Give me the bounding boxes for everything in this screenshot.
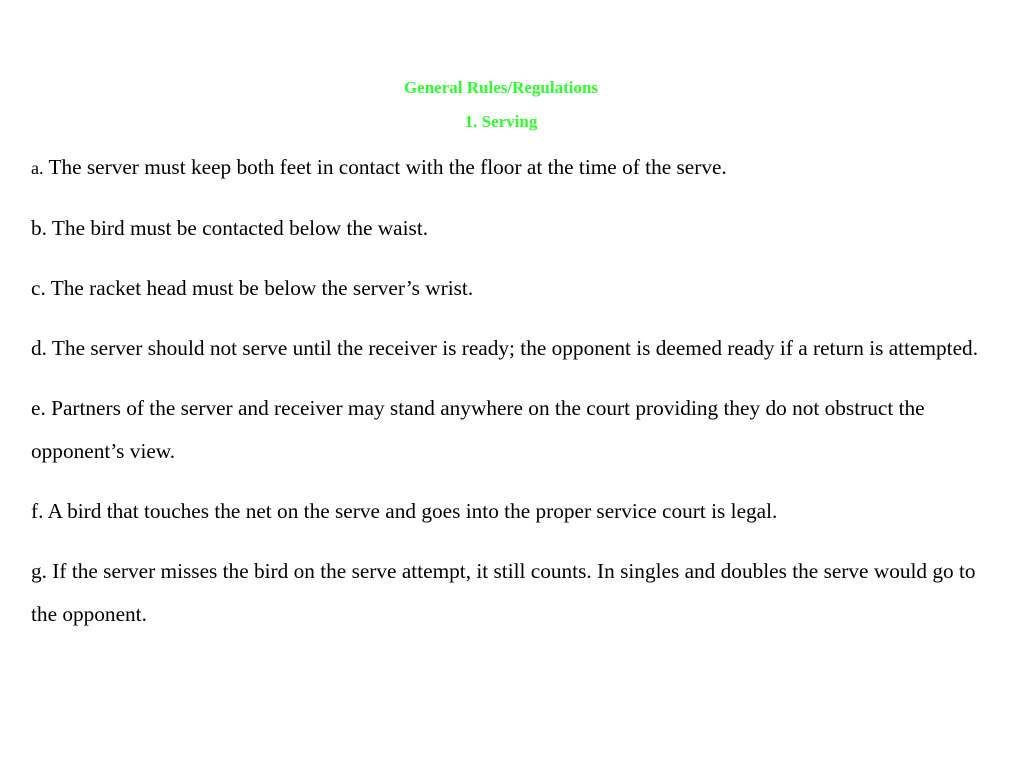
rule-item-f: [31, 490, 1006, 533]
rule-marker: e.: [31, 396, 46, 420]
rule-text: A bird that touches the net on the serve and goes into the proper service court is legal.: [43, 499, 778, 523]
rule-text: The bird must be contacted below the waist.: [46, 216, 429, 240]
rule-item-b: [31, 207, 1006, 250]
rule-item-d: [31, 327, 1006, 370]
rule-item-c: [31, 267, 1006, 310]
page-title: General Rules/Regulations: [403, 78, 599, 97]
rule-text: The server should not serve until the receiver is ready; the opponent is deemed ready if a return is attempted.: [46, 336, 979, 360]
rule-item-g: [31, 550, 1006, 636]
rule-marker: g.: [31, 559, 47, 583]
rule-text: The racket head must be below the server’s wrist.: [45, 276, 474, 300]
rule-text: Partners of the server and receiver may stand anywhere on the court providing they do not obstruct the opponent’s view.: [31, 396, 925, 463]
rule-marker: a.: [31, 158, 44, 178]
rule-marker: c.: [31, 276, 46, 300]
rule-text: If the server misses the bird on the serve attempt, it still counts. In singles and doubles the serve would go to the opponent.: [31, 559, 976, 626]
rule-item-e: [31, 387, 1006, 473]
rules-list: [31, 146, 1006, 653]
rule-text: The server must keep both feet in contact with the floor at the time of the serve.: [43, 155, 727, 179]
rule-marker: f.: [31, 499, 44, 523]
rule-item-a: [31, 146, 1006, 190]
rule-marker: d.: [31, 336, 47, 360]
rule-marker: b.: [31, 216, 47, 240]
section-heading: 1. Serving: [464, 112, 538, 131]
